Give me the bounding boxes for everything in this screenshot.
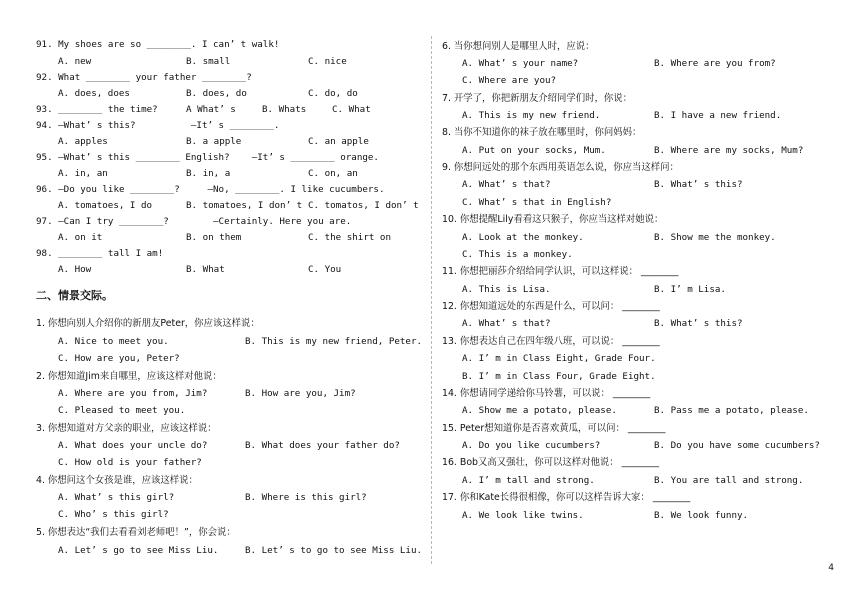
option: C. Pleased to meet you.: [58, 405, 186, 416]
option: B. How are you, Jim?: [245, 388, 356, 399]
option: B. small: [186, 56, 231, 67]
option: C. Who’ s this girl?: [58, 509, 169, 520]
situation-3: 3. 你想知道对方父亲的职业，应该这样说：: [36, 423, 217, 434]
option: A. What’ s that?: [462, 179, 551, 190]
option: A. What does your uncle do?: [58, 440, 208, 451]
situation-11: 11. 你想把丽莎介绍给同学认识，可以这样说： ________: [442, 266, 679, 277]
option: B. Where is this girl?: [245, 492, 367, 503]
option: A. I’ m tall and strong.: [462, 475, 595, 486]
option: B. Show me the monkey.: [654, 232, 776, 243]
option: A. What’ s this girl?: [58, 492, 175, 503]
option: B. Where are my socks, Mum?: [654, 145, 804, 156]
option: B. Whats: [262, 104, 307, 115]
option: C. What: [332, 104, 371, 115]
option: A. This is my new friend.: [462, 110, 601, 121]
situation-5: 5. 你想表达“我们去看看刘老师吧！”，你会说：: [36, 527, 236, 538]
option: C. do, do: [308, 88, 358, 99]
option: B. in, a: [186, 168, 231, 179]
situation-10: 10. 你想提醒Lily看看这只猴子，你应当这样对她说：: [442, 214, 664, 225]
option: B. What: [186, 264, 225, 275]
option: B. tomatoes, I don’ t: [186, 200, 303, 211]
question-95: 95. —What’ s this ________ English? —It’ s ________ orange.: [36, 152, 379, 163]
option: C. on, an: [308, 168, 358, 179]
column-divider: [431, 36, 432, 564]
option: B. a apple: [186, 136, 242, 147]
page-number: 4: [828, 563, 834, 573]
option: A. This is Lisa.: [462, 284, 551, 295]
option: C. You: [308, 264, 342, 275]
option: C. an apple: [308, 136, 369, 147]
situation-8: 8. 当你不知道你的袜子放在哪里时，你问妈妈：: [442, 127, 642, 138]
option: B. This is my new friend, Peter.: [245, 336, 423, 347]
question-97: 97. —Can I try ________? —Certainly. Here you are.: [36, 216, 352, 227]
option: A. I’ m in Class Eight, Grade Four.: [462, 353, 656, 364]
option: B. What does your father do?: [245, 440, 400, 451]
situation-15: 15. Peter想知道你是否喜欢黄瓜，可以问： ________: [442, 423, 666, 434]
situation-9: 9. 你想问远处的那个东西用英语怎么说，你应当这样问：: [442, 162, 679, 173]
section-heading: 二、情景交际。: [36, 289, 113, 302]
option: A. Show me a potato, please.: [462, 405, 617, 416]
situation-14: 14. 你想请同学递给你马铃薯，可以说： ________: [442, 388, 651, 399]
option: A. new: [58, 56, 92, 67]
situation-2: 2. 你想知道Jim来自哪里，应该这样对他说：: [36, 371, 222, 382]
question-93: 93. ________ the time?: [36, 104, 158, 115]
option: C. nice: [308, 56, 347, 67]
option: C. How old is your father?: [58, 457, 202, 468]
option: A. Look at the monkey.: [462, 232, 584, 243]
situation-6: 6. 当你想问别人是哪里人时，应说：: [442, 41, 595, 52]
option: B. I’ m in Class Four, Grade Eight.: [462, 371, 656, 382]
situation-13: 13. 你想表达自己在四年级八班，可以说： ________: [442, 336, 660, 347]
option: C. How are you, Peter?: [58, 353, 180, 364]
option: B. What’ s this?: [654, 179, 743, 190]
option: C. What’ s that in English?: [462, 197, 612, 208]
option: A. What’ s that?: [462, 318, 551, 329]
option: A. Put on your socks, Mum.: [462, 145, 606, 156]
option: A. What’ s your name?: [462, 58, 579, 69]
situation-17: 17. 你和Kate长得很相像，你可以这样告诉大家： ________: [442, 492, 691, 503]
option: B. on them: [186, 232, 242, 243]
option: B. We look funny.: [654, 510, 749, 521]
option: A. does, does: [58, 88, 130, 99]
option: A. in, an: [58, 168, 108, 179]
option: B. What’ s this?: [654, 318, 743, 329]
option: C. Where are you?: [462, 75, 557, 86]
option: A. tomatoes, I do: [58, 200, 153, 211]
question-91: 91. My shoes are so ________. I can’ t walk!: [36, 39, 280, 50]
option: B. Where are you from?: [654, 58, 776, 69]
option: B. I’ m Lisa.: [654, 284, 726, 295]
option: B. does, do: [186, 88, 247, 99]
option: A. Let’ s go to see Miss Liu.: [58, 545, 219, 556]
option: A What’ s: [186, 104, 236, 115]
option: C. the shirt on: [308, 232, 391, 243]
situation-4: 4. 你想问这个女孩是谁，应该这样说：: [36, 475, 198, 486]
option: B. Pass me a potato, please.: [654, 405, 809, 416]
option: B. I have a new friend.: [654, 110, 782, 121]
option: A. Nice to meet you.: [58, 336, 169, 347]
situation-7: 7. 开学了，你把新朋友介绍同学们时，你说：: [442, 93, 633, 104]
question-94: 94. —What’ s this? —It’ s ________.: [36, 120, 280, 131]
option: C. tomatos, I don’ t: [308, 200, 419, 211]
question-98: 98. ________ tall I am!: [36, 248, 164, 259]
option: A. How: [58, 264, 92, 275]
situation-1: 1. 你想向别人介绍你的新朋友Peter，你应该这样说：: [36, 318, 260, 329]
question-96: 96. —Do you like ________? —No, ________. I like cucumbers.: [36, 184, 385, 195]
option: A. on it: [58, 232, 103, 243]
option: B. You are tall and strong.: [654, 475, 804, 486]
option: A. Do you like cucumbers?: [462, 440, 601, 451]
question-92: 92. What ________ your father ________?: [36, 72, 252, 83]
option: B. Do you have some cucumbers?: [654, 440, 820, 451]
situation-16: 16. Bob又高又强壮，你可以这样对他说： ________: [442, 457, 660, 468]
option: C. This is a monkey.: [462, 249, 573, 260]
option: A. Where are you from, Jim?: [58, 388, 208, 399]
option: A. apples: [58, 136, 108, 147]
option: B. Let’ s to go to see Miss Liu.: [245, 545, 423, 556]
situation-12: 12. 你想知道远处的东西是什么，可以问： ________: [442, 301, 660, 312]
option: A. We look like twins.: [462, 510, 584, 521]
